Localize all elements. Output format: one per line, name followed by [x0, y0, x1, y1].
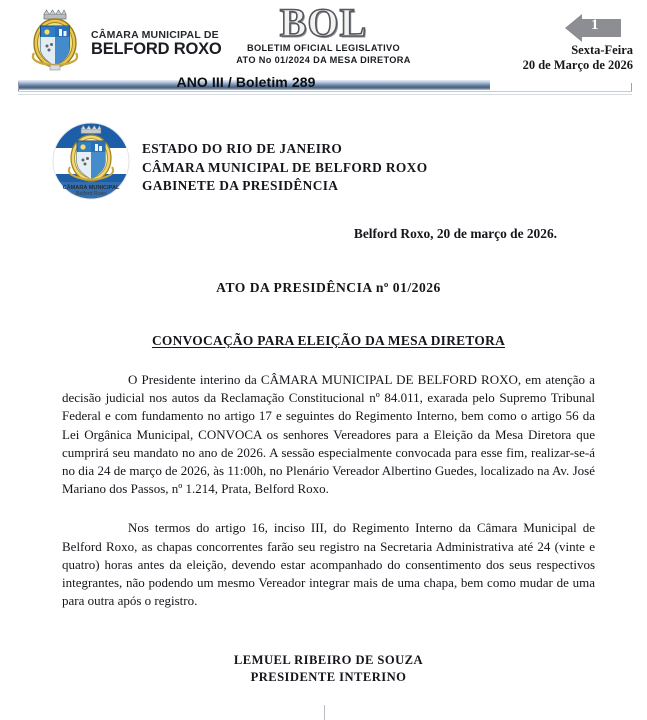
document-subject: CONVOCAÇÃO PARA ELEIÇÃO DA MESA DIRETORA	[151, 333, 506, 348]
letterhead-line-1: ESTADO DO RIO DE JANEIRO	[142, 141, 343, 156]
arrow-head-shape	[565, 14, 582, 42]
edition-banner	[0, 74, 647, 100]
edition-date: 20 de Março de 2026	[522, 58, 633, 73]
edition-indicator	[513, 14, 633, 74]
brand-wordmark	[91, 22, 222, 58]
arrow-body-shape	[581, 19, 621, 37]
brand-line-1: CÂMARA MUNICIPAL DE	[91, 28, 219, 41]
brand-left	[28, 7, 222, 73]
signature-block	[62, 652, 595, 686]
signature-name: LEMUEL RIBEIRO DE SOUZA	[233, 653, 424, 668]
page-break-tick	[324, 705, 325, 720]
place-and-date: Belford Roxo, 20 de março de 2026.	[353, 226, 557, 241]
banner-rule-lower	[18, 94, 632, 95]
banner-rule-upper	[18, 91, 632, 92]
banner-text: ANO III / Boletim 289	[176, 74, 316, 90]
paragraph-1: O Presidente interino da CÂMARA MUNICIPAL DE BELFORD ROXO, em atenção a decisão judicial nos autos da Reclamação Constitucional nº 84.011, exarada pelo Supremo Tribunal Federal e com fundamento no artigo 17 e seguintes do Regimento Interno, bem como o artigo 56 da Lei Orgânica Municipal, CONVOCA os senhores Vereadores para a Eleição da Mesa Diretora que cumprirá seu mandato no ano de 2026. A sessão especialmente convocada para esse fim, realizar-se-á no dia 24 de março de 2026, às 11:00h, no Plenário Vereador Albertino Guedes, localizado na Av. José Mariano dos Passos, nº 1.214, Prata, Belford Roxo.	[62, 372, 595, 497]
act-title: ATO DA PRESIDÊNCIA nº 01/2026	[216, 280, 441, 295]
letterhead-line-2: CÂMARA MUNICIPAL DE BELFORD ROXO	[142, 159, 428, 175]
letterhead-line-3: GABINETE DA PRESIDÊNCIA	[142, 178, 339, 193]
signature-role: PRESIDENTE INTERINO	[250, 670, 407, 685]
brand-line-2: BELFORD ROXO	[91, 39, 222, 58]
edition-weekday: Sexta-Feira	[571, 43, 633, 57]
masthead	[0, 0, 647, 74]
bulletin-subtitle-2: ATO No 01/2024 DA MESA DIRETORA	[236, 55, 411, 66]
arrow-left-icon	[565, 14, 621, 42]
coat-of-arms-icon	[28, 7, 82, 73]
bulletin-subtitle-1: BOLETIM OFICIAL LEGISLATIVO	[246, 43, 401, 53]
letterhead-lines	[142, 140, 427, 196]
paragraph-2: Nos termos do artigo 16, inciso III, do Regimento Interno da Câmara Municipal de Belford Roxo, as chapas concorrentes farão seu registro na Secretaria Administrativa até 24 (vinte e quatro) horas antes da eleição, devendo estar acompanhado do consentimento dos seus respectivos integrantes, não podendo um mesmo Vereador integrar mais de uma chapa, bem como mudar de uma para outra após o registro.	[62, 520, 595, 609]
edition-number: 1	[591, 17, 599, 33]
municipal-seal-icon	[52, 122, 130, 200]
seal-caption-line-1: CÂMARA MUNICIPAL	[62, 185, 120, 191]
seal-caption-line-2: Belford Roxo	[76, 191, 106, 197]
letterhead	[0, 122, 647, 218]
document-body	[0, 226, 647, 686]
bol-logo: BOL	[279, 0, 368, 45]
